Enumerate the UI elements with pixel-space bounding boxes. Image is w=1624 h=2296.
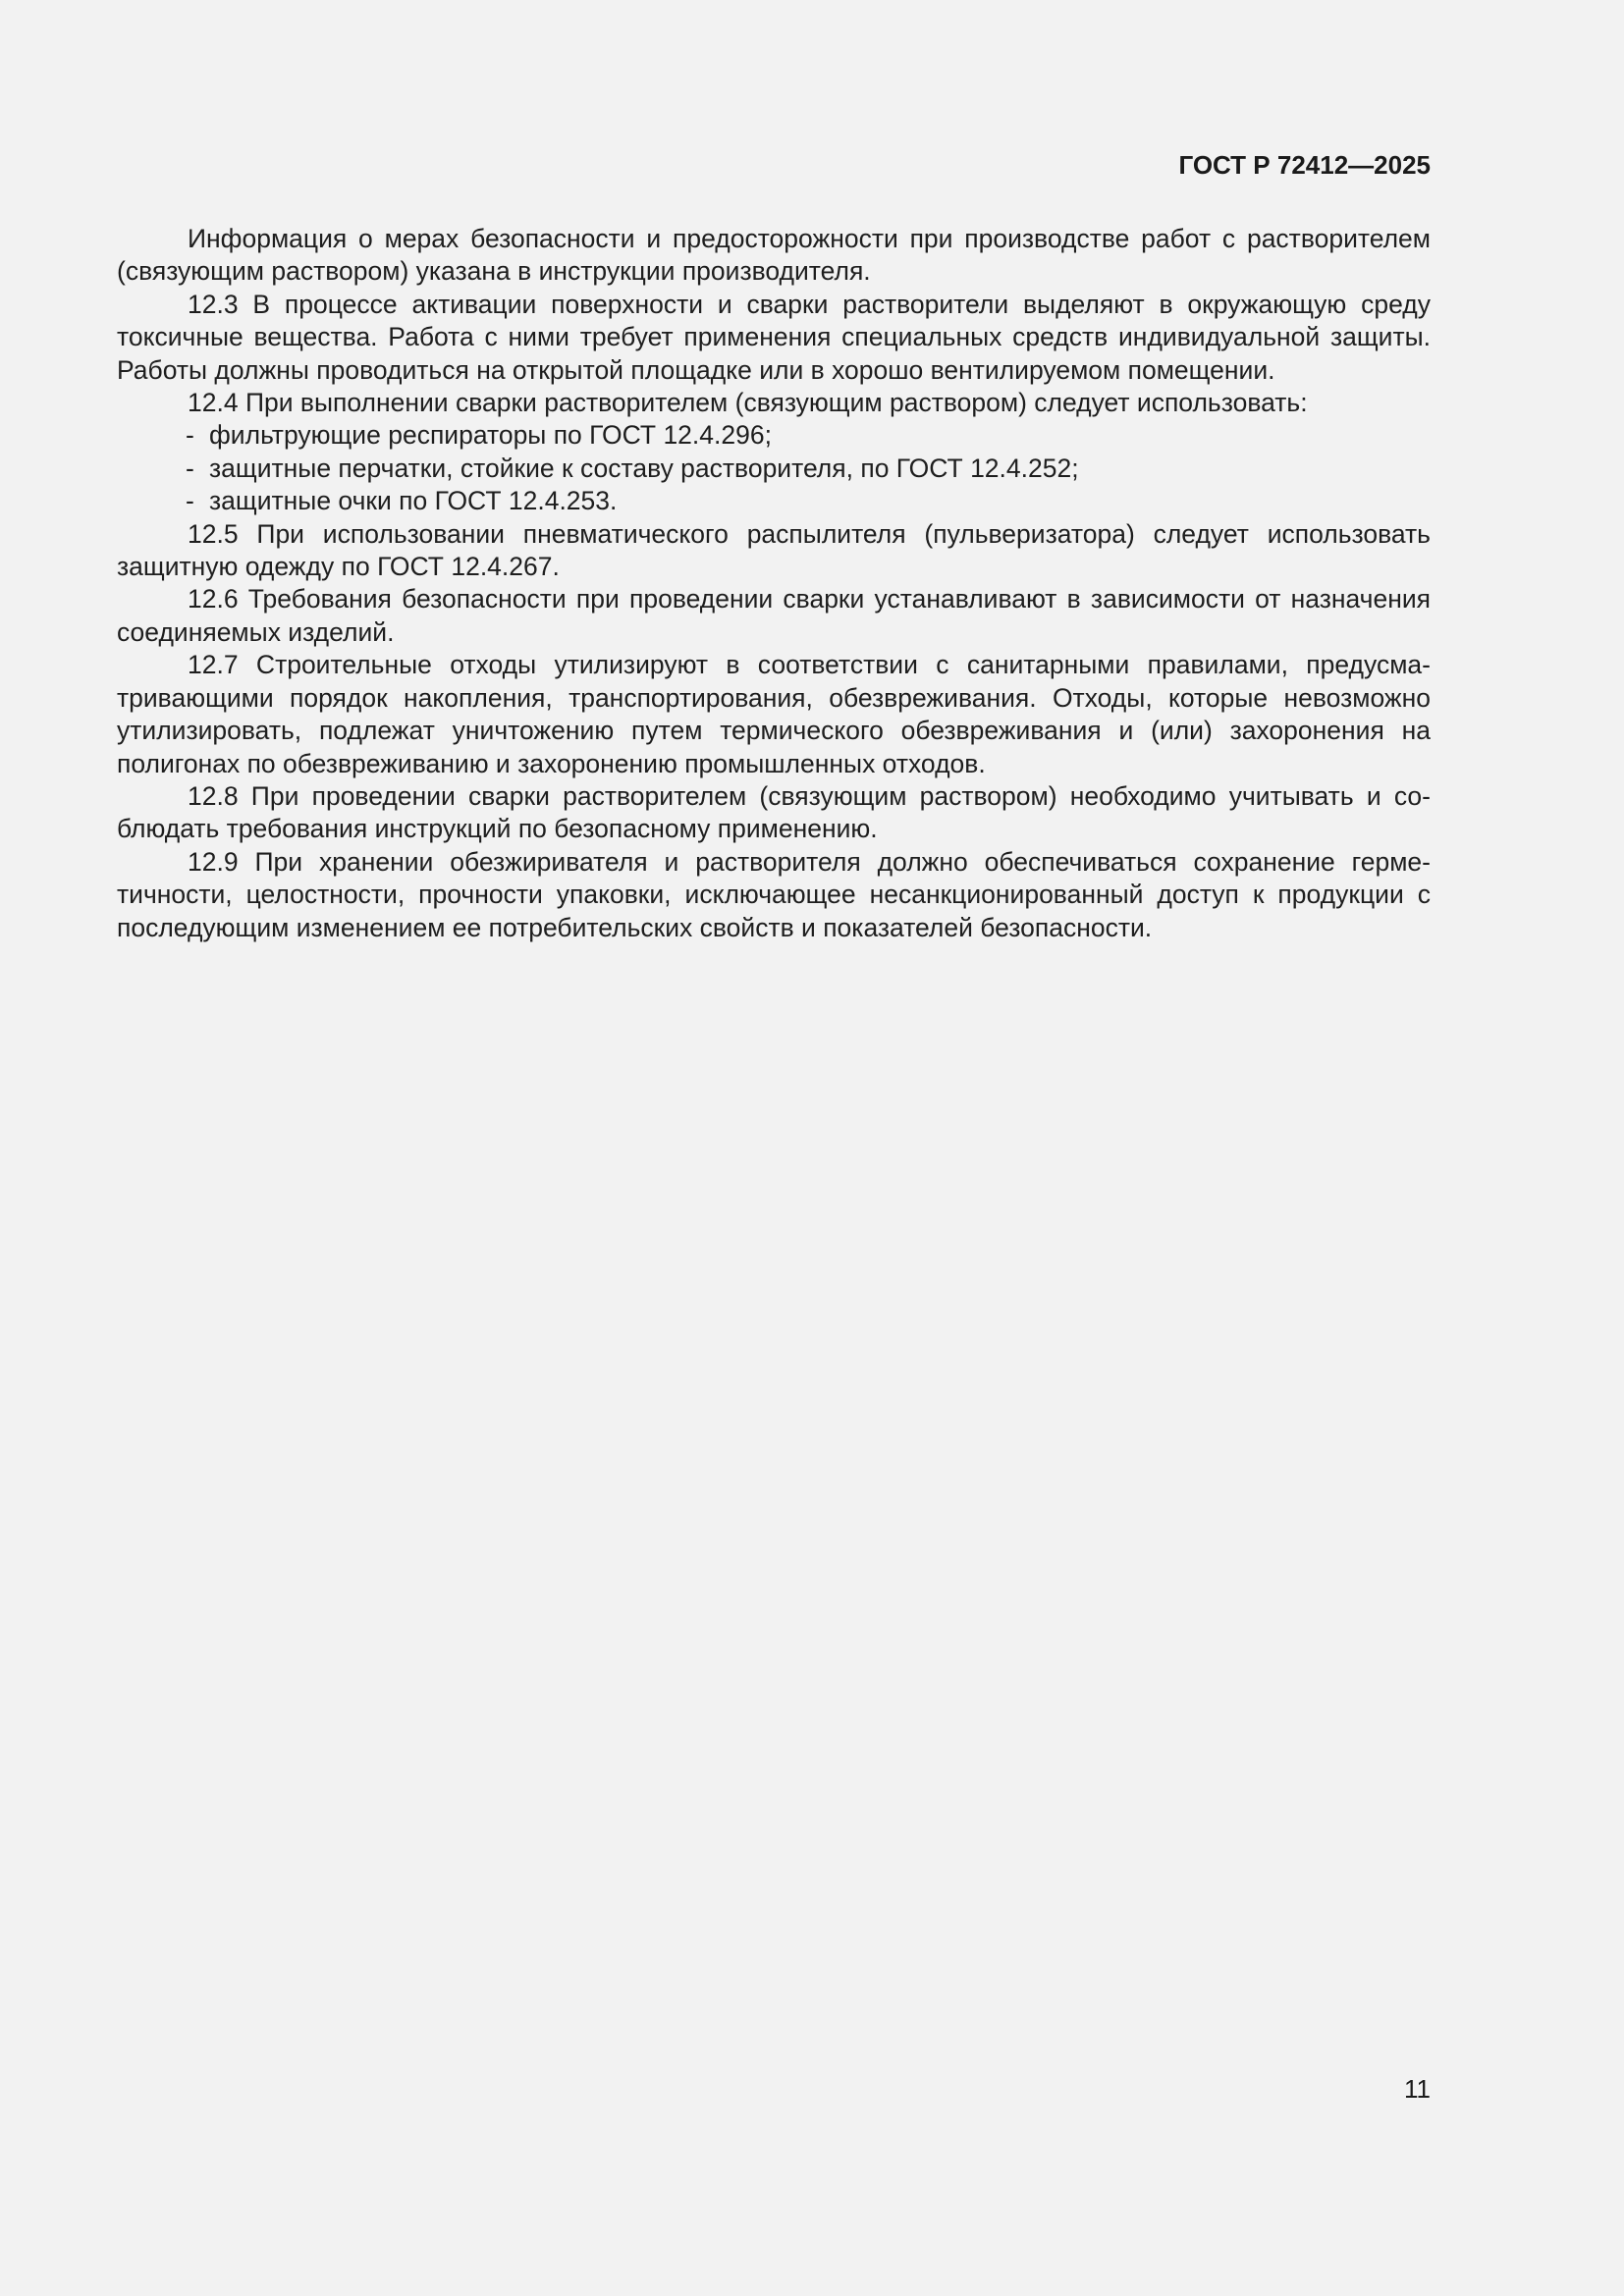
document-body (117, 223, 1431, 944)
protective-equipment-list (117, 419, 1431, 517)
list-item (117, 453, 1431, 485)
list-marker: - (186, 420, 194, 451)
paragraph-12-5: 12.5 При использовании пневматического распылителя (пульверизатора) следует использовать защитную одежду по ГОСТ 12.4.267. (117, 518, 1431, 582)
document-code-header: ГОСТ Р 72412—2025 (1178, 150, 1431, 180)
list-marker: - (186, 486, 194, 516)
list-item (117, 419, 1431, 452)
list-item-text: фильтрующие респираторы по ГОСТ 12.4.296; (209, 420, 772, 451)
list-item (117, 485, 1431, 517)
paragraph-12-4: 12.4 При выполнении сварки растворителем (связующим раствором) следует использовать: (188, 388, 1308, 418)
paragraph-12-3: 12.3 В процессе активации поверхности и сварки растворители выделяют в окружающую среду токсичные вещества. Работа с ними требует применения специальных средств индивидуальной защиты. Работы должны проводиться на открытой площадке или в хорошо вентилируемом помещении. (117, 289, 1431, 385)
paragraph-safety-info: Информация о мерах безопасности и предосторожности при производстве работ с растворителем (связующим раствором) указана в инструкции производителя. (117, 224, 1431, 287)
paragraph-12-9: 12.9 При хранении обезжиривателя и растворителя должно обеспечиваться сохранение герметичности, целостности, прочности упаковки, исключающее несанкционированный доступ к продукции с последующим изменением ее потребительских свойств и показателей безопасности. (117, 846, 1431, 942)
paragraph-12-7: 12.7 Строительные отходы утилизируют в соответствии с санитарными правилами, предусматривающими порядок накопления, транспортирования, обезвреживания. Отходы, которые невозможно утилизировать, подлежат уничтожению путем термического обезвреживания и (или) захоронения на полигонах по обезвреживанию и захоронению промышленных отходов. (117, 650, 1431, 778)
list-item-text: защитные очки по ГОСТ 12.4.253. (209, 486, 618, 516)
list-item-text: защитные перчатки, стойкие к составу растворителя, по ГОСТ 12.4.252; (209, 453, 1079, 483)
paragraph-12-6: 12.6 Требования безопасности при проведении сварки устанавливают в зависимости от назначения соединяемых изделий. (117, 584, 1431, 647)
paragraph-12-8: 12.8 При проведении сварки растворителем (связующим раствором) необходимо учитывать и соблюдать требования инструкций по безопасному применению. (117, 780, 1431, 844)
list-marker: - (186, 453, 194, 483)
page-number: 11 (1404, 2074, 1431, 2104)
